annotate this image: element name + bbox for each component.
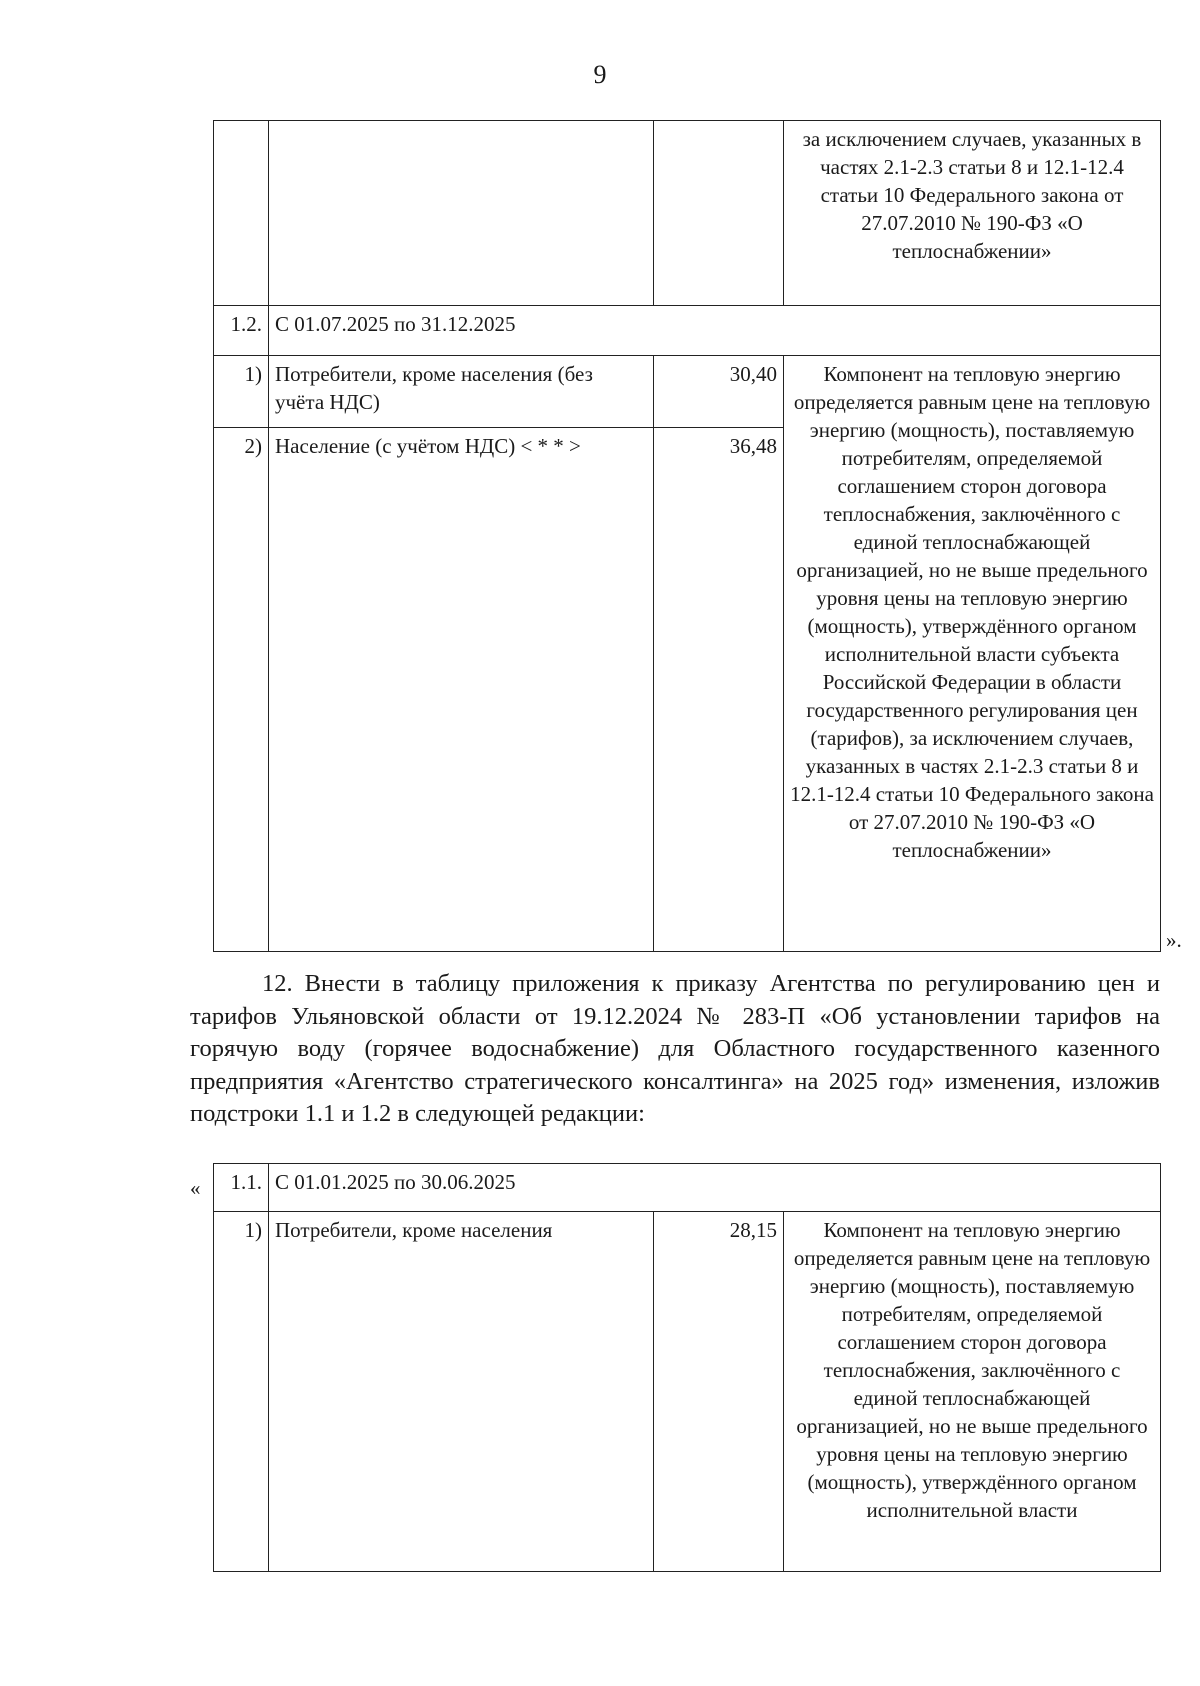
row-number: 2): [214, 428, 269, 952]
row-number: 1): [214, 356, 269, 428]
section-number: 1.2.: [214, 306, 269, 356]
table-row: [214, 356, 1161, 428]
row-number: 1): [214, 1212, 269, 1572]
row-label: Население (с учётом НДС) < * * >: [269, 428, 654, 952]
row-num-cell: [214, 121, 269, 306]
row-value: 28,15: [654, 1212, 784, 1572]
note-cell: за исключением случаев, указанных в частях 2.1-2.3 статьи 8 и 12.1-12.4 статьи 10 Федерального закона от 27.07.2010 № 190-ФЗ «О теплоснабжении»: [784, 121, 1161, 306]
opening-quote: «: [190, 1176, 201, 1200]
note-cell: Компонент на тепловую энергию определяется равным цене на тепловую энергию (мощность), поставляемую потребителям, определяемой соглашением сторон договора теплоснабжения, заключённого с единой теплоснабжающей организацией, но не выше предельного уровня цены на тепловую энергию (мощность), утверждённого органом исполнительной власти субъекта Российской Федерации в области государственного регулирования цен (тарифов), за исключением случаев, указанных в частях 2.1-2.3 статьи 8 и 12.1-12.4 статьи 10 Федерального закона от 27.07.2010 № 190-ФЗ «О теплоснабжении»: [784, 356, 1161, 952]
section-number: 1.1.: [214, 1164, 269, 1212]
row-value: 30,40: [654, 356, 784, 428]
section-period: С 01.07.2025 по 31.12.2025: [269, 306, 1161, 356]
row-label: Потребители, кроме населения: [269, 1212, 654, 1572]
table-row: [214, 121, 1161, 306]
page-number: 9: [593, 60, 607, 89]
row-value-cell: [654, 121, 784, 306]
amendment-paragraph: [190, 968, 1160, 1131]
row-label-cell: [269, 121, 654, 306]
tariff-table-continued: [213, 120, 1161, 952]
closing-quote: ».: [1166, 928, 1182, 952]
section-row: [214, 1164, 1161, 1212]
section-period: С 01.01.2025 по 30.06.2025: [269, 1164, 1161, 1212]
paragraph-text: 12. Внести в таблицу приложения к приказу Агентства по регулированию цен и тарифов Ульяновской области от 19.12.2024 № 283-П «Об установлении тарифов на горячую воду (горячее водоснабжение) для Областного государственного казенного предприятия «Агентство стратегического консалтинга» на 2025 год» изменения, изложив подстроки 1.1 и 1.2 в следующей редакции:: [190, 970, 1160, 1127]
note-cell: Компонент на тепловую энергию определяется равным цене на тепловую энергию (мощность), поставляемую потребителям, определяемой соглашением сторон договора теплоснабжения, заключённого с единой теплоснабжающей организацией, но не выше предельного уровня цены на тепловую энергию (мощность), утверждённого органом исполнительной власти: [784, 1212, 1161, 1572]
section-row: [214, 306, 1161, 356]
row-label: Потребители, кроме населения (без учёта НДС): [269, 356, 654, 428]
table-row: [214, 1212, 1161, 1572]
row-value: 36,48: [654, 428, 784, 952]
tariff-table-new: [213, 1163, 1161, 1572]
